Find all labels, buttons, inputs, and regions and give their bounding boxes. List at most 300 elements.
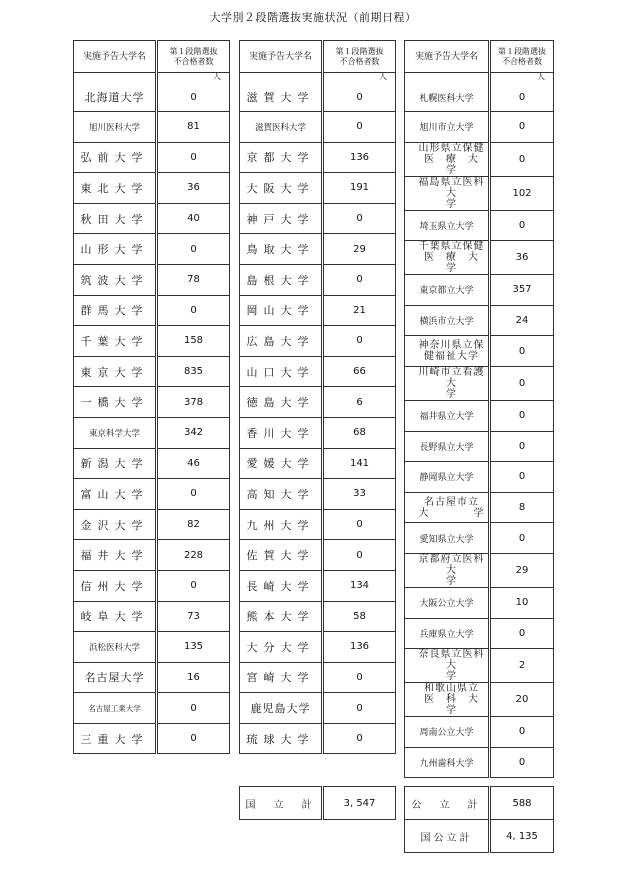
- table-row: [405, 649, 554, 683]
- table-row: [240, 387, 396, 418]
- rejected-count-value: 0: [190, 580, 197, 592]
- university-name: [240, 723, 323, 754]
- university-name-text: 宮崎大学: [246, 671, 315, 685]
- rejected-count: [323, 570, 396, 601]
- university-name-line1: 京都府立医科: [418, 553, 485, 565]
- table-row: [74, 632, 230, 663]
- university-name: [74, 387, 157, 418]
- table-row: [240, 662, 396, 693]
- rejected-count: [490, 431, 554, 462]
- table-row: [405, 462, 554, 493]
- university-name-text: 九州歯科大学: [419, 759, 474, 770]
- rejected-count: [490, 587, 554, 618]
- university-name: [240, 479, 323, 510]
- table-row: [240, 479, 396, 510]
- university-name: [405, 241, 490, 275]
- table-row: [405, 275, 554, 306]
- rejected-count-value: 0: [518, 532, 526, 544]
- rejected-count-value: 66: [353, 366, 366, 378]
- university-name-line2: 大 学: [418, 507, 485, 519]
- rejected-count-value: 0: [356, 121, 363, 133]
- public-total-value: 588: [490, 787, 554, 820]
- university-name-text: 東京科学大学: [88, 428, 140, 439]
- table-row: [405, 683, 554, 717]
- rejected-count: [157, 570, 230, 601]
- table-header-row: [74, 41, 230, 73]
- university-name: [74, 662, 157, 693]
- rejected-count-value: 136: [349, 151, 370, 163]
- rejected-count-value: 0: [356, 213, 363, 225]
- table-row: [240, 509, 396, 540]
- rejected-count: [157, 540, 230, 571]
- table-row: [74, 112, 230, 143]
- university-table-2: [239, 40, 396, 754]
- rejected-count-value: 0: [518, 345, 526, 357]
- table-row: [74, 203, 230, 234]
- university-name: [240, 632, 323, 663]
- university-name: [74, 112, 157, 143]
- university-name: [240, 142, 323, 173]
- table-row: [74, 73, 230, 112]
- rejected-count: [323, 142, 396, 173]
- header-count-line1: 第１段階選抜: [335, 46, 384, 56]
- rejected-count: [490, 492, 554, 523]
- table-row: [74, 264, 230, 295]
- rejected-count: [323, 326, 396, 357]
- university-name: [240, 601, 323, 632]
- university-table-3: [404, 40, 554, 778]
- university-name-text: 島根大学: [246, 273, 315, 287]
- table-row: [405, 112, 554, 143]
- university-name-text: 金沢大学: [80, 518, 149, 532]
- university-name-line2: 大 学: [446, 377, 512, 400]
- table-row: [74, 234, 230, 265]
- university-name: [405, 73, 490, 112]
- university-name: [240, 356, 323, 387]
- rejected-count: [490, 400, 554, 431]
- university-name: [405, 523, 490, 554]
- table-row: [240, 234, 396, 265]
- table-row: [74, 479, 230, 510]
- university-name-text: 東京大学: [80, 365, 149, 379]
- header-university-name: 実施予告大学名: [74, 41, 157, 73]
- table-row: [405, 431, 554, 462]
- header-university-name: 実施予告大学名: [405, 41, 490, 73]
- rejected-count-value: 0: [356, 91, 363, 103]
- table-row: [405, 366, 554, 400]
- rejected-count: [490, 618, 554, 649]
- public-total-table: [404, 786, 554, 853]
- table-row: [240, 326, 396, 357]
- university-name-text: 香川大学: [246, 426, 315, 440]
- rejected-count-value: 0: [190, 733, 197, 745]
- table-row: [405, 492, 554, 523]
- rejected-count-value: 378: [183, 396, 204, 408]
- header-rejected-count: [157, 41, 230, 73]
- table-row: [405, 336, 554, 367]
- university-name: [240, 540, 323, 571]
- rejected-count-value: 46: [187, 457, 200, 469]
- university-name: [405, 142, 490, 176]
- rejected-count-value: 102: [512, 187, 532, 199]
- university-name-text: 佐賀大学: [246, 549, 315, 563]
- university-table-1: [73, 40, 230, 754]
- rejected-count-value: 0: [518, 91, 526, 103]
- university-name-text: 大阪大学: [246, 181, 315, 195]
- table-row: [240, 264, 396, 295]
- rejected-count: [157, 448, 230, 479]
- public-total-row: [405, 787, 554, 820]
- university-name-text: 札幌医科大学: [419, 93, 474, 104]
- university-name-text: 愛知県立大学: [419, 534, 474, 545]
- university-name: [240, 448, 323, 479]
- university-name-text: 旭川市立大学: [419, 123, 474, 134]
- rejected-count-value: 0: [190, 243, 197, 255]
- rejected-count: [323, 601, 396, 632]
- rejected-count: [490, 241, 554, 275]
- rejected-count-value: 136: [349, 641, 370, 653]
- rejected-count-value: 36: [187, 182, 200, 194]
- table-row: [240, 693, 396, 724]
- header-count-line2: 不合格者数: [339, 56, 380, 66]
- header-rejected-count: [490, 41, 554, 73]
- university-name: [240, 295, 323, 326]
- table-row: [240, 112, 396, 143]
- rejected-count-value: 0: [356, 549, 363, 561]
- university-name: [240, 387, 323, 418]
- university-name: [240, 203, 323, 234]
- university-name: [74, 73, 157, 112]
- university-name: [74, 601, 157, 632]
- rejected-count-value: 0: [190, 91, 197, 103]
- rejected-count: [490, 683, 554, 717]
- national-total-table: [239, 786, 396, 820]
- university-name-text: 福井大学: [80, 549, 149, 563]
- university-name-text: 群馬大学: [80, 304, 149, 318]
- university-name: [74, 540, 157, 571]
- table-header-row: [405, 41, 554, 73]
- university-name-line2: 医 療 大 学: [424, 153, 490, 176]
- table-row: [240, 632, 396, 663]
- rejected-count-value: 141: [349, 457, 370, 469]
- rejected-count-value: 835: [183, 366, 204, 378]
- rejected-count-value: 73: [187, 610, 200, 622]
- university-name-line1: 川崎市立看護: [418, 366, 485, 378]
- national-total-value: 3, 547: [323, 787, 396, 820]
- rejected-count-value: 2: [518, 660, 526, 672]
- rejected-count-value: 33: [353, 488, 366, 500]
- unit-label: 人: [213, 72, 221, 81]
- rejected-count-value: 134: [349, 580, 370, 592]
- combined-total-value: 4, 135: [490, 820, 554, 853]
- table-row: [405, 618, 554, 649]
- rejected-count: [323, 203, 396, 234]
- rejected-count-value: 0: [518, 757, 526, 769]
- university-name: [74, 417, 157, 448]
- table-row: [74, 387, 230, 418]
- rejected-count-value: 191: [349, 182, 370, 194]
- table-row: [405, 176, 554, 210]
- university-name-text: 静岡県立大学: [419, 473, 474, 484]
- rejected-count: [490, 336, 554, 367]
- university-name: [405, 747, 490, 778]
- university-name: [74, 479, 157, 510]
- table-row: [74, 356, 230, 387]
- rejected-count: [490, 275, 554, 306]
- university-name-text: 埼玉県立大学: [419, 221, 474, 232]
- university-name-text: 秋田大学: [80, 212, 149, 226]
- university-name: [405, 649, 512, 683]
- university-name-text: 東京都立大学: [419, 286, 474, 297]
- rejected-count-value: 0: [518, 726, 526, 738]
- rejected-count-value: 342: [183, 427, 204, 439]
- university-name: [240, 693, 323, 724]
- rejected-count: [157, 234, 230, 265]
- university-name-text: 琉球大学: [246, 732, 315, 746]
- rejected-count-value: 0: [356, 274, 363, 286]
- university-name-text: 山形大学: [80, 243, 149, 257]
- university-name: [405, 587, 490, 618]
- university-name-text: 一橋大学: [80, 396, 149, 410]
- university-name-text: 広島大学: [246, 334, 315, 348]
- university-name: [405, 553, 512, 587]
- university-name: [74, 142, 157, 173]
- rejected-count-value: 0: [190, 304, 197, 316]
- university-name-text: 富山大学: [80, 487, 149, 501]
- university-name-text: 岡山大学: [246, 304, 315, 318]
- table-row: [405, 717, 554, 748]
- rejected-count: [490, 462, 554, 493]
- rejected-count: [323, 112, 396, 143]
- rejected-count: [323, 540, 396, 571]
- rejected-count: [157, 387, 230, 418]
- table-row: [74, 173, 230, 204]
- rejected-count: [323, 632, 396, 663]
- table-row: [240, 203, 396, 234]
- rejected-count-value: 0: [518, 377, 526, 389]
- university-name-text: 大分大学: [246, 640, 315, 654]
- table-row: [240, 723, 396, 754]
- university-name-text: 名古屋大学: [84, 671, 145, 685]
- rejected-count-value: 58: [353, 610, 366, 622]
- header-count-line1: 第１段階選抜: [498, 46, 546, 56]
- university-name: [405, 366, 512, 400]
- rejected-count-value: 0: [190, 702, 197, 714]
- university-name-text: 周南公立大学: [419, 728, 474, 739]
- table-row: [74, 509, 230, 540]
- university-name-line1: 名古屋市立: [424, 496, 479, 508]
- rejected-count: [490, 717, 554, 748]
- university-name: [405, 176, 512, 210]
- rejected-count: [157, 142, 230, 173]
- rejected-count-value: 8: [518, 502, 526, 514]
- university-name-text: 岐阜大学: [80, 610, 149, 624]
- university-name-line2: 医 科 大 学: [424, 694, 490, 717]
- unit-label: 人: [537, 72, 545, 81]
- university-name-text: 横浜市立大学: [419, 317, 474, 328]
- rejected-count: [323, 417, 396, 448]
- university-name: [405, 112, 490, 143]
- public-total-label: 公 立 計: [405, 787, 490, 820]
- rejected-count-value: 24: [515, 315, 529, 327]
- university-name-text: 山口大学: [246, 365, 315, 379]
- rejected-count: [490, 747, 554, 778]
- rejected-count: [157, 662, 230, 693]
- rejected-count-value: 0: [190, 488, 197, 500]
- university-name-line1: 神奈川県立保: [418, 340, 485, 352]
- university-name-line2: 大 学: [446, 660, 512, 683]
- table-row: [74, 601, 230, 632]
- rejected-count-value: 0: [518, 153, 526, 165]
- rejected-count: [490, 112, 554, 143]
- rejected-count-value: 29: [353, 243, 366, 255]
- rejected-count: [157, 632, 230, 663]
- table-row: [240, 448, 396, 479]
- university-name-line1: 千葉県立保健: [418, 241, 485, 253]
- rejected-count: [157, 295, 230, 326]
- university-name-text: 滋賀大学: [246, 91, 315, 104]
- table-row: [74, 142, 230, 173]
- university-name-line1: 福島県立医科: [418, 176, 485, 188]
- rejected-count-value: 0: [356, 702, 363, 714]
- university-name-text: 名古屋工業大学: [88, 703, 141, 713]
- rejected-count: [157, 203, 230, 234]
- rejected-count: [490, 210, 554, 241]
- university-name-line1: 和歌山県立: [424, 683, 479, 695]
- rejected-count-value: 0: [518, 219, 526, 231]
- university-name-text: 筑波大学: [80, 273, 149, 287]
- rejected-count: [323, 73, 396, 112]
- rejected-count-value: 0: [356, 519, 363, 531]
- university-name-text: 滋賀医科大学: [254, 122, 306, 133]
- rejected-count-value: 158: [183, 335, 204, 347]
- table-row: [405, 73, 554, 112]
- rejected-count: [157, 326, 230, 357]
- rejected-count: [157, 356, 230, 387]
- rejected-count: [157, 723, 230, 754]
- university-name-text: 長崎大学: [246, 579, 315, 593]
- rejected-count: [323, 662, 396, 693]
- rejected-count: [490, 523, 554, 554]
- rejected-count: [490, 142, 554, 176]
- rejected-count: [157, 509, 230, 540]
- table-row: [405, 747, 554, 778]
- table-row: [240, 601, 396, 632]
- rejected-count-value: 0: [518, 410, 526, 422]
- university-name: [74, 356, 157, 387]
- rejected-count: [323, 479, 396, 510]
- university-name: [240, 234, 323, 265]
- university-name-text: 千葉大学: [80, 334, 149, 348]
- university-name-line1: 山形県立保健: [418, 142, 485, 154]
- university-name-text: 旭川医科大学: [88, 122, 140, 133]
- table-row: [240, 73, 396, 112]
- table-row: [240, 295, 396, 326]
- university-name: [74, 203, 157, 234]
- university-name: [405, 683, 490, 717]
- rejected-count-value: 0: [356, 335, 363, 347]
- university-name-text: 愛媛大学: [246, 457, 315, 471]
- university-name-text: 神戸大学: [246, 212, 315, 226]
- table-row: [74, 723, 230, 754]
- rejected-count: [323, 448, 396, 479]
- rejected-count-value: 357: [512, 284, 532, 296]
- university-name-text: 高知大学: [246, 487, 315, 501]
- university-name-line2: 大 学: [446, 187, 512, 210]
- university-name: [405, 400, 490, 431]
- national-total-row: [240, 787, 396, 820]
- rejected-count: [323, 693, 396, 724]
- university-name: [240, 112, 323, 143]
- table-row: [74, 693, 230, 724]
- rejected-count-value: 0: [518, 440, 526, 452]
- rejected-count: [157, 73, 230, 112]
- university-name: [240, 662, 323, 693]
- table-header-row: [240, 41, 396, 73]
- university-name: [405, 618, 490, 649]
- rejected-count: [490, 305, 554, 336]
- university-name: [240, 509, 323, 540]
- table-row: [74, 448, 230, 479]
- table-row: [240, 570, 396, 601]
- rejected-count: [157, 601, 230, 632]
- rejected-count-value: 0: [518, 121, 526, 133]
- rejected-count-value: 29: [515, 564, 529, 576]
- university-name: [405, 275, 490, 306]
- rejected-count: [323, 723, 396, 754]
- university-name: [74, 295, 157, 326]
- university-name-text: 新潟大学: [80, 457, 149, 471]
- university-name-text: 兵庫県立大学: [419, 629, 474, 640]
- rejected-count: [323, 356, 396, 387]
- table-row: [240, 356, 396, 387]
- table-row: [240, 142, 396, 173]
- rejected-count-value: 21: [353, 304, 366, 316]
- table-row: [74, 540, 230, 571]
- national-total-label: 国 立 計: [240, 787, 323, 820]
- rejected-count-value: 10: [515, 597, 529, 609]
- university-name: [74, 632, 157, 663]
- rejected-count: [323, 173, 396, 204]
- university-name-text: 大阪公立大学: [419, 599, 474, 610]
- rejected-count-value: 16: [187, 671, 200, 683]
- rejected-count: [323, 509, 396, 540]
- university-name: [405, 717, 490, 748]
- rejected-count-value: 0: [356, 671, 363, 683]
- rejected-count-value: 36: [515, 252, 529, 264]
- combined-total-label: 国公立計: [405, 820, 490, 853]
- rejected-count-value: 6: [356, 396, 363, 408]
- rejected-count: [157, 479, 230, 510]
- university-name: [405, 492, 490, 523]
- rejected-count-value: 68: [353, 427, 366, 439]
- page-title: 大学別２段階選抜実施状況（前期日程）: [209, 11, 417, 24]
- university-name-text: 三重大学: [80, 732, 149, 746]
- table-row: [405, 210, 554, 241]
- rejected-count: [323, 295, 396, 326]
- university-name-text: 九州大学: [246, 518, 315, 532]
- rejected-count-value: 78: [187, 274, 200, 286]
- rejected-count-value: 135: [183, 641, 204, 653]
- rejected-count: [323, 387, 396, 418]
- university-name: [240, 326, 323, 357]
- rejected-count: [157, 264, 230, 295]
- university-name-text: 弘前大学: [80, 151, 149, 165]
- university-name-text: 熊本大学: [246, 610, 315, 624]
- rejected-count: [157, 417, 230, 448]
- university-name-text: 信州大学: [80, 579, 149, 593]
- university-name-line2: 大 学: [446, 564, 512, 587]
